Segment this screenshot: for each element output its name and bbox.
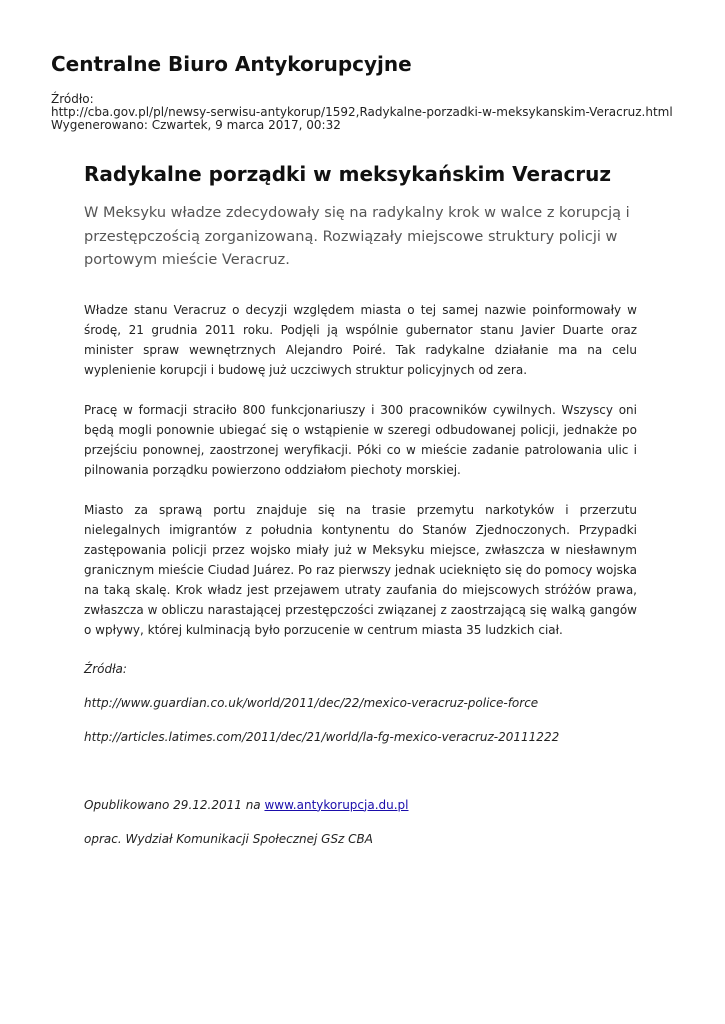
site-title: Centralne Biuro Antykorupcyjne [51, 52, 412, 76]
article-paragraph-1: Władze stanu Veracruz o decyzji względem miasta o tej samej nazwie poinformowały w środę, 21 grudnia 2011 roku. Podjęli ją wspólnie gubernator stanu Javier Duarte oraz minister spraw wewnętrznych Alejandro Poiré. Tak radykalne działanie ma na celu wyplenienie korupcji i budowę już uczciwych struktur policyjnych od zera. [84, 302, 637, 377]
article-paragraph-2: Pracę w formacji straciło 800 funkcjonariuszy i 300 pracowników cywilnych. Wszyscy oni będą mogli ponownie ubiegać się o wstąpienie w szeregi odbudowanej policji, jednakże po przejściu ponownej, zaostrzonej weryfikacji. Póki co w mieście zadanie patrolowania ulic i pilnowania porządku powierzono oddziałom piechoty morskiej. [84, 402, 637, 477]
article-title: Radykalne porządki w meksykańskim Veracruz [84, 162, 612, 186]
sources-label: Źródła: [84, 661, 127, 676]
published-prefix: Opublikowano 29.12.2011 na [84, 797, 265, 812]
document-meta [51, 93, 673, 132]
article [84, 160, 637, 849]
source-label: Źródło: [51, 92, 94, 106]
article-paragraph-3: Miasto za sprawą portu znajduje się na trasie przemytu narkotyków i przerzutu nielegalnych imigrantów z południa kontynentu do Stanów Zjednoczonych. Przypadki zastępowania policji przez wojsko miały już w Meksyku miejsce, zwłaszcza w niesławnym granicznym mieście Ciudad Juárez. Po raz pierwszy jednak uciekniętо się do pomocy wojska na taką skalę. Krok władz jest przejawem utraty zaufania do miejscowych stróżów prawa, zwłaszcza w obliczu narastającej przestępczości związanej z zaostrzającą się walką gangów o wpływy, której kulminacją było porzucenie w centrum miasta 35 ludzkich ciał. [84, 502, 637, 637]
source-url: http://cba.gov.pl/pl/newsy-serwisu-antykorup/1592,Radykalne-porzadki-w-meksykanskim-Veracruz.html [51, 105, 673, 119]
article-lead: W Meksyku władze zdecydowały się na radykalny krok w walce z korupcją i przestępczością zorganizowaną. Rozwiązały miejscowe struktury policji w portowym mieście Veracruz. [84, 205, 630, 268]
published-link[interactable]: www.antykorupcja.du.pl [264, 797, 409, 812]
source-link-2: http://articles.latimes.com/2011/dec/21/world/la-fg-mexico-veracruz-20111222 [84, 729, 560, 744]
author-line: oprac. Wydział Komunikacji Społecznej GSz CBA [84, 831, 373, 846]
generated-timestamp: Wygenerowano: Czwartek, 9 marca 2017, 00:32 [51, 118, 341, 132]
published-line [84, 795, 637, 815]
source-link-1: http://www.guardian.co.uk/world/2011/dec/22/mexico-veracruz-police-force [84, 695, 539, 710]
